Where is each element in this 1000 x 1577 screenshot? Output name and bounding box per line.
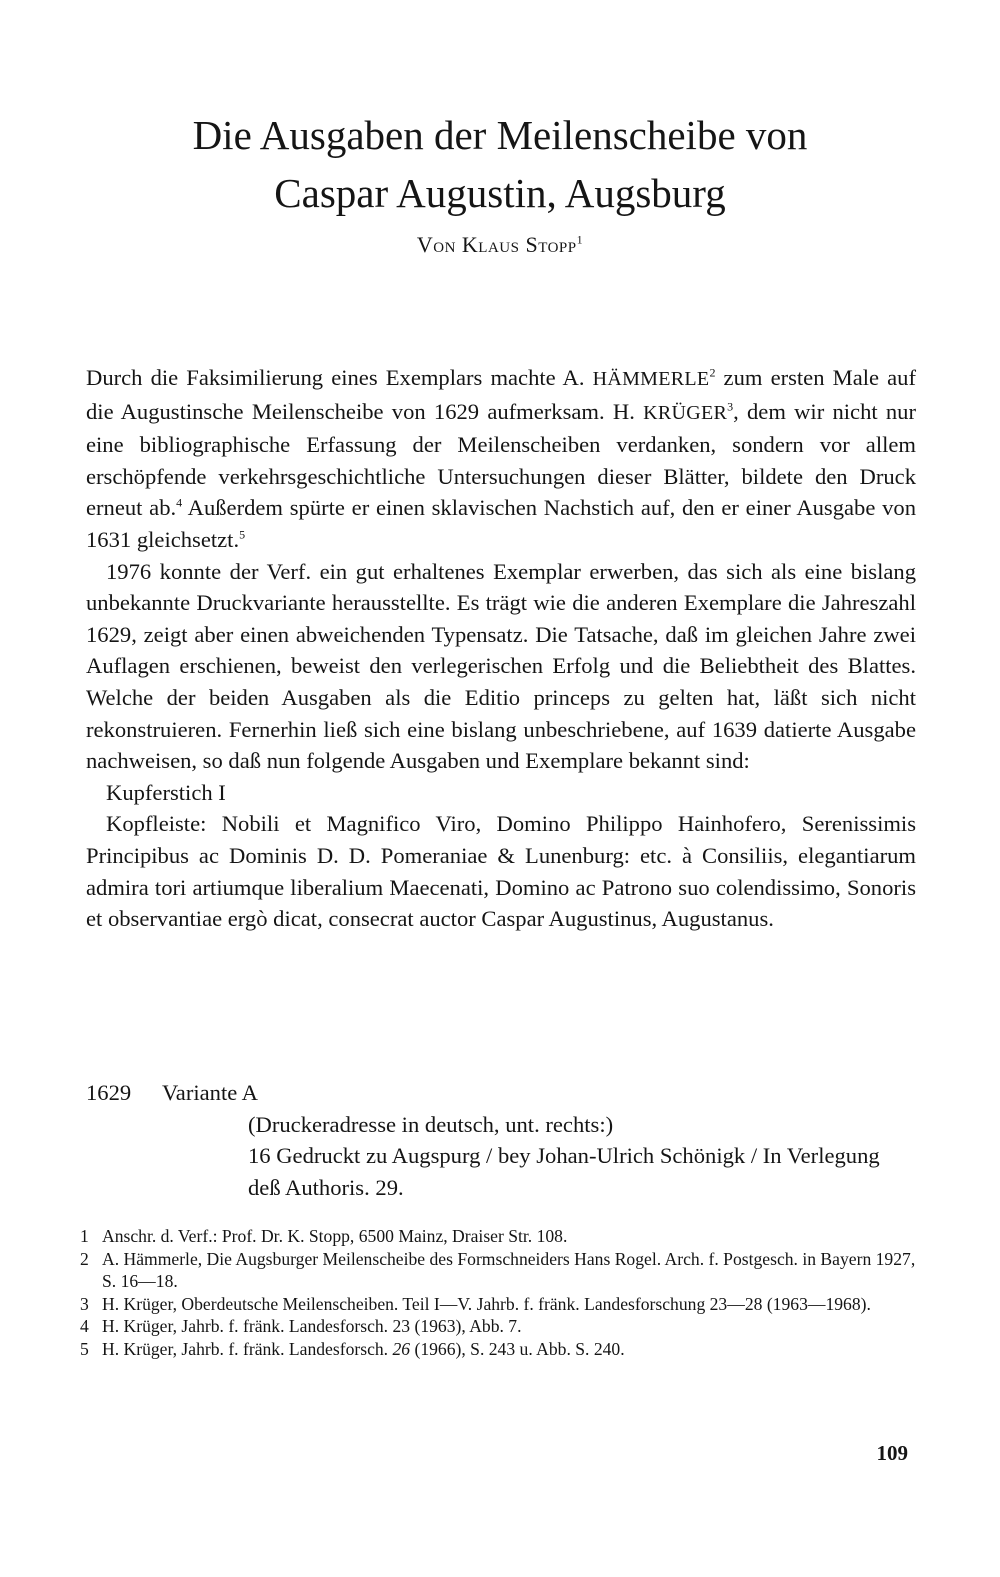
footnote-number: 1 [80,1226,89,1246]
footnote-item [80,1248,916,1293]
footnote-text: A. Hämmerle, Die Augsburger Meilenscheibe des Formschneiders Hans Rogel. Arch. f. Postgesch. in Bayern 1927, S. 16—18. [102,1248,916,1292]
footnote-ref: 5 [239,527,246,542]
footnote-ref: 4 [176,495,183,510]
variant-imprint: 16 Gedruckt zu Augspurg / bey Johan-Ulrich Schönigk / In Verlegung deß Authoris. 29. [248,1143,880,1200]
author-byline [0,232,1000,258]
section-label-kupferstich: Kupferstich I [106,779,226,805]
footnote-item [80,1315,916,1338]
footnote-number: 5 [80,1338,89,1359]
footnote-text: H. Krüger, Oberdeutsche Meilenscheiben. Teil I—V. Jahrb. f. fränk. Landesforschung 23—28 (1963—1968). [102,1293,871,1314]
footnote-ref: 3 [727,399,734,414]
footnote-text: H. Krüger, Jahrb. f. fränk. Landesforsch. [102,1338,393,1359]
footnote-number: 2 [80,1248,89,1269]
author-name-krueger: KRÜGER [643,401,728,424]
footnote-number: 3 [80,1293,89,1314]
article-title [0,106,1000,222]
footnote-ref: 1 [576,232,584,247]
paragraph-kopfleiste: Kopfleiste: Nobili et Magnifico Viro, Domino Philippo Hainhofero, Serenissimis Principibus ac Dominis D. D. Pomeraniae & Lunenburg: etc. à Consiliis, elegantiarum admira tori artiumque liberalium Maecenati, Domino ac Patrono suo colendissimo, Sonoris et observantiae ergò dicat, consecrat auctor Caspar Augustinus, Augustanus. [86,811,916,932]
footnotes [80,1225,916,1361]
article-title-line-1: Die Ausgaben der Meilenscheibe von [192,112,808,158]
footnote-item [80,1293,916,1316]
paragraph-intro [86,362,916,556]
footnote-text: Anschr. d. Verf.: Prof. Dr. K. Stopp, 6500 Mainz, Draiser Str. 108. [102,1226,568,1246]
footnote-text: H. Krüger, Jahrb. f. fränk. Landesforsch. 23 (1963), Abb. 7. [102,1316,522,1337]
article-title-line-2: Caspar Augustin, Augsburg [274,170,726,216]
paragraph-text: zum ersten Male auf die Augustinsche Meilenscheibe von 1629 aufmerksam. H. [86,365,916,424]
author-name-haemmerle: HÄMMERLE [592,368,710,390]
page-number: 109 [876,1441,908,1465]
variant-year: 1629 [86,1080,132,1105]
variant-label: Variante A [162,1080,258,1105]
footnote-item [80,1225,916,1248]
footnote-item [80,1338,916,1361]
footnote-number: 4 [80,1316,89,1337]
footnote-volume: 26 [392,1338,411,1359]
paragraph-text: Außerdem spürte er einen sklavischen Nachstich auf, den er einer Ausgabe von 1631 gleichsetzt. [86,495,916,552]
footnote-text: (1966), S. 243 u. Abb. S. 240. [410,1338,625,1359]
author-byline-text: Von Klaus Stopp [416,232,577,257]
paragraph-text: Durch die Faksimilierung eines Exemplars machte A. [86,365,593,390]
footnote-ref: 2 [709,365,716,380]
paragraph-text: , dem wir nicht nur eine bibliographische Erfassung der Meilenscheiben verdanken, sondern vor allem erschöpfende verkehrsgeschichtliche Untersuchungen dieser Blätter, bildete den Druck erneut ab. [86,398,916,521]
article-body [86,362,916,935]
variant-entry [86,1077,916,1203]
paragraph-exemplar: 1976 konnte der Verf. ein gut erhaltenes Exemplar erwerben, das sich als eine bislang unbekannte Druckvariante herausstellte. Es trägt wie die anderen Exemplare die Jahreszahl 1629, zeigt aber einen abweichenden Typensatz. Die Tatsache, daß im gleichen Jahre zwei Auflagen erschienen, beweist den verlegerischen Erfolg und die Beliebtheit des Blattes. Welche der beiden Ausgaben als die Editio princeps zu gelten hat, läßt sich nicht rekonstruieren. Fernerhin ließ sich eine bislang unbeschriebene, auf 1639 datierte Ausgabe nachweisen, so daß nun folgende Ausgaben und Exemplare bekannt sind: [86,558,916,774]
variant-description: (Druckeradresse in deutsch, unt. rechts:) [248,1111,614,1137]
